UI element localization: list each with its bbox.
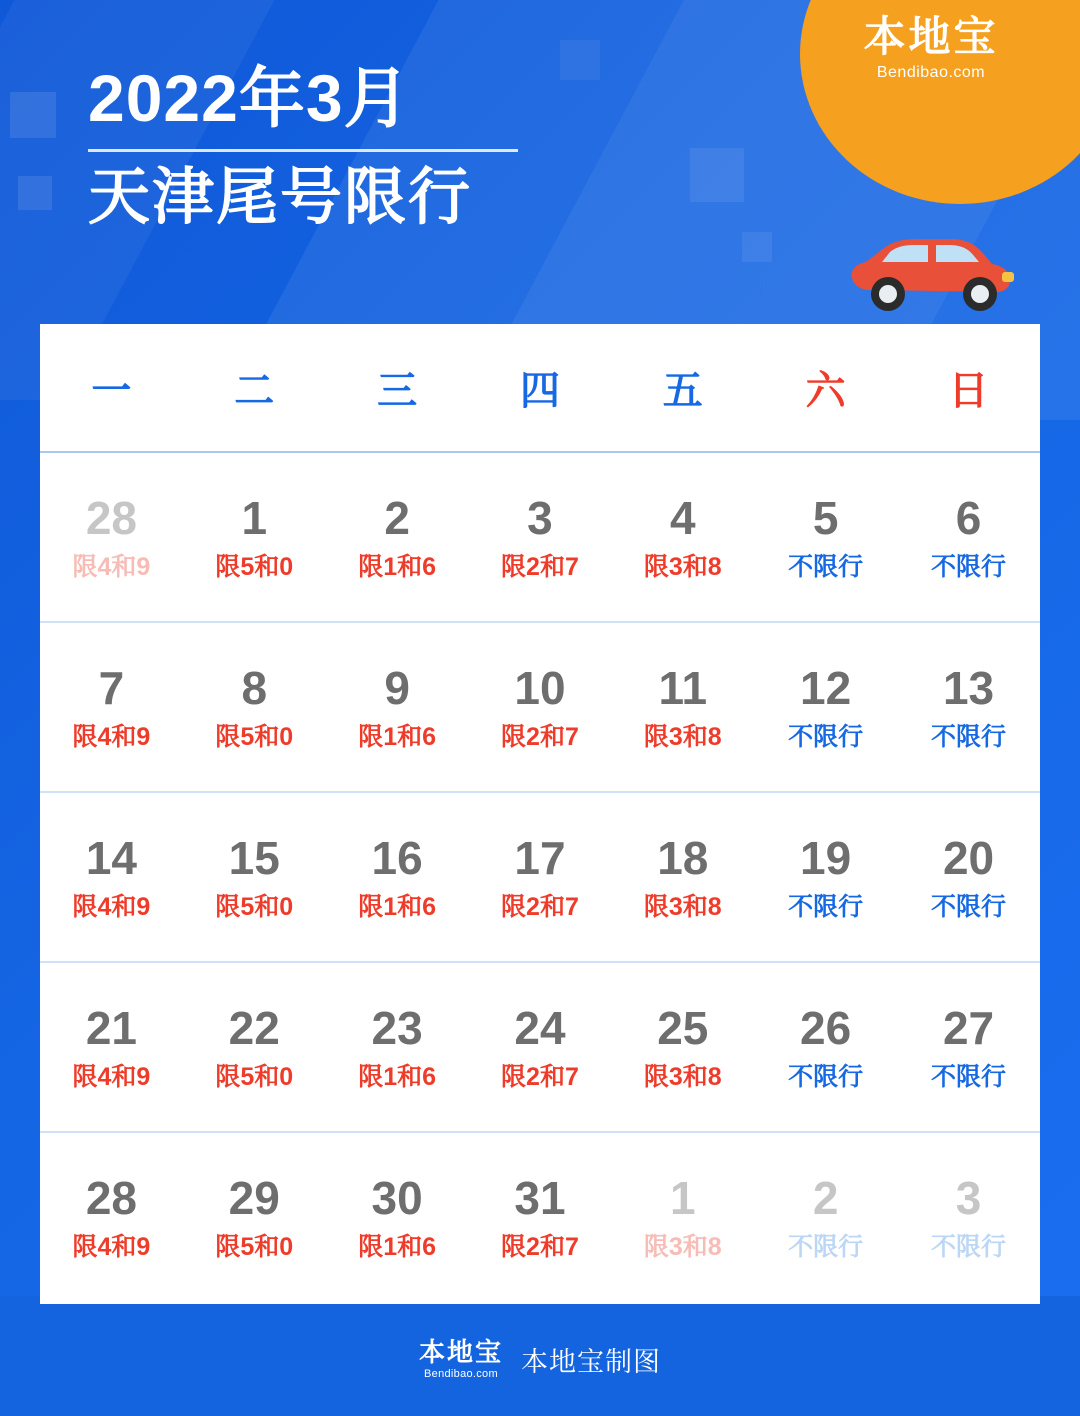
calendar-day-restriction: 限3和8 [643,892,722,921]
weekday-header: 二 [183,324,326,452]
calendar-day-restriction: 限4和9 [72,1062,151,1091]
calendar-day-number: 17 [514,831,566,884]
weekday-header: 三 [326,324,469,452]
calendar-day-cell[interactable] [40,792,183,962]
calendar-day-restriction: 不限行 [788,1233,864,1261]
calendar-day-cell[interactable] [326,962,469,1132]
calendar-day-number: 19 [800,831,852,884]
calendar-day-number: 30 [371,1172,423,1224]
calendar-day-restriction: 不限行 [931,1062,1007,1091]
footer-credit: 本地宝制图 [521,1347,661,1377]
calendar-day-restriction: 限1和6 [358,892,437,921]
calendar-day-cell[interactable] [40,452,183,622]
calendar-day-cell[interactable] [611,1132,754,1302]
calendar-day-restriction: 限2和7 [501,722,579,751]
car-icon [832,228,1022,324]
calendar-day-cell[interactable] [40,1132,183,1302]
calendar-day-number: 23 [371,1001,423,1054]
calendar-day-restriction: 限5和0 [215,892,294,921]
calendar-header-row [40,324,1040,452]
brand-logo-cn: 本地宝 [863,13,999,60]
calendar-day-number: 3 [527,491,553,544]
header [88,62,728,233]
calendar-day-restriction: 不限行 [931,892,1007,921]
calendar-day-cell[interactable] [469,1132,612,1302]
calendar-day-restriction: 不限行 [788,722,864,751]
weekday-header: 五 [611,324,754,452]
calendar-day-number: 1 [241,491,268,544]
calendar-day-cell[interactable] [469,452,612,622]
calendar-day-number: 20 [942,831,995,884]
calendar-day-cell[interactable] [897,452,1040,622]
calendar-day-restriction: 限4和9 [72,722,151,751]
calendar-day-cell[interactable] [183,792,326,962]
calendar-week-row [40,792,1040,962]
calendar-day-number: 24 [514,1001,566,1054]
calendar-day-cell[interactable] [611,962,754,1132]
brand-logo [826,14,1036,82]
calendar-day-cell[interactable] [611,452,754,622]
calendar-day-restriction: 限2和7 [501,1062,579,1091]
calendar-day-number: 13 [942,661,995,714]
calendar-day-cell[interactable] [754,452,897,622]
calendar-day-restriction: 不限行 [931,552,1007,581]
calendar-day-number: 16 [371,831,423,884]
background-square [742,232,772,262]
calendar-day-cell[interactable] [183,962,326,1132]
calendar-week-row [40,452,1040,622]
calendar-day-restriction: 不限行 [931,1233,1007,1261]
calendar-day-restriction: 限4和9 [72,552,151,581]
calendar-body [40,452,1040,1302]
calendar-day-restriction: 限5和0 [215,1062,294,1091]
calendar-day-cell[interactable] [183,622,326,792]
calendar-day-number: 1 [670,1172,696,1224]
calendar-day-number: 5 [812,491,839,544]
calendar-day-restriction: 限3和8 [643,1233,722,1261]
background-square [10,92,56,138]
calendar-day-cell[interactable] [754,962,897,1132]
calendar-day-number: 29 [228,1172,280,1224]
calendar-day-restriction: 不限行 [788,892,864,921]
calendar-day-cell[interactable] [469,962,612,1132]
calendar-day-restriction: 限3和8 [643,552,722,581]
calendar-day-restriction: 限1和6 [358,722,437,751]
calendar-day-number: 28 [85,1172,137,1224]
calendar-day-number: 12 [800,661,852,714]
calendar-day-cell[interactable] [40,962,183,1132]
calendar-day-cell[interactable] [897,792,1040,962]
calendar-day-restriction: 限4和9 [72,892,151,921]
brand-logo-en: Bendibao.com [876,64,986,82]
calendar-day-cell[interactable] [326,452,469,622]
calendar-day-restriction: 限2和7 [501,1233,579,1261]
calendar-day-cell[interactable] [183,452,326,622]
calendar-day-cell[interactable] [897,1132,1040,1302]
calendar-day-cell[interactable] [611,622,754,792]
calendar-day-cell[interactable] [469,622,612,792]
calendar-day-number: 15 [228,831,280,884]
calendar-day-restriction: 限3和8 [643,722,722,751]
calendar-day-number: 3 [955,1172,982,1224]
calendar-day-cell[interactable] [326,1132,469,1302]
calendar-day-number: 10 [514,661,566,714]
weekday-header: 一 [40,324,183,452]
calendar-day-number: 2 [812,1172,839,1224]
calendar-day-cell[interactable] [183,1132,326,1302]
calendar-day-number: 31 [514,1172,566,1224]
calendar-day-restriction: 限5和0 [215,722,294,751]
calendar-day-cell[interactable] [611,792,754,962]
weekday-header: 六 [754,324,897,452]
calendar-day-restriction: 限1和6 [358,1062,437,1091]
calendar-day-number: 4 [670,491,696,544]
calendar-day-cell[interactable] [754,1132,897,1302]
page-subtitle: 天津尾号限行 [88,162,473,232]
calendar-day-number: 28 [85,491,137,544]
calendar-day-restriction: 限2和7 [501,552,579,581]
calendar-day-restriction: 不限行 [788,552,864,581]
calendar-day-cell[interactable] [326,622,469,792]
calendar-day-number: 25 [657,1001,709,1054]
footer-logo-en: Bendibao.com [424,1368,498,1380]
calendar-day-restriction: 不限行 [931,722,1007,751]
calendar-table [40,324,1040,1302]
calendar-day-number: 14 [85,831,137,884]
calendar-day-number: 7 [98,661,125,714]
calendar-day-number: 27 [942,1001,995,1054]
weekday-header: 四 [469,324,612,452]
calendar-day-cell[interactable] [469,792,612,962]
calendar-day-cell[interactable] [754,622,897,792]
background-square [18,176,52,210]
title-divider [88,149,518,152]
calendar-week-row [40,962,1040,1132]
calendar-week-row [40,622,1040,792]
calendar-day-restriction: 限4和9 [72,1233,151,1261]
calendar-day-number: 2 [384,491,410,544]
page-title: 2022年3月 [88,61,411,135]
calendar-day-cell[interactable] [897,622,1040,792]
calendar-day-restriction: 限1和6 [358,552,437,581]
calendar-day-restriction: 限3和8 [643,1062,722,1091]
calendar-day-number: 26 [800,1001,852,1054]
calendar-day-cell[interactable] [754,792,897,962]
calendar-day-number: 9 [384,661,410,714]
calendar-week-row [40,1132,1040,1302]
calendar-day-cell[interactable] [326,792,469,962]
calendar-day-restriction: 限5和0 [215,1233,294,1261]
calendar-day-number: 21 [85,1001,137,1054]
calendar-day-restriction: 限1和6 [358,1233,437,1261]
calendar-day-cell[interactable] [897,962,1040,1132]
calendar-card [40,324,1040,1304]
calendar-day-number: 6 [955,491,982,544]
calendar-day-number: 11 [658,661,708,714]
weekday-header: 日 [897,324,1040,452]
calendar-day-cell[interactable] [40,622,183,792]
footer-logo-cn: 本地宝 [418,1337,503,1367]
footer-logo [419,1339,503,1380]
calendar-day-restriction: 限2和7 [501,892,579,921]
calendar-day-number: 22 [228,1001,280,1054]
calendar-day-restriction: 限5和0 [215,552,294,581]
footer [0,1339,1080,1380]
calendar-day-restriction: 不限行 [788,1062,864,1091]
calendar-day-number: 8 [241,661,268,714]
calendar-day-number: 18 [657,831,709,884]
